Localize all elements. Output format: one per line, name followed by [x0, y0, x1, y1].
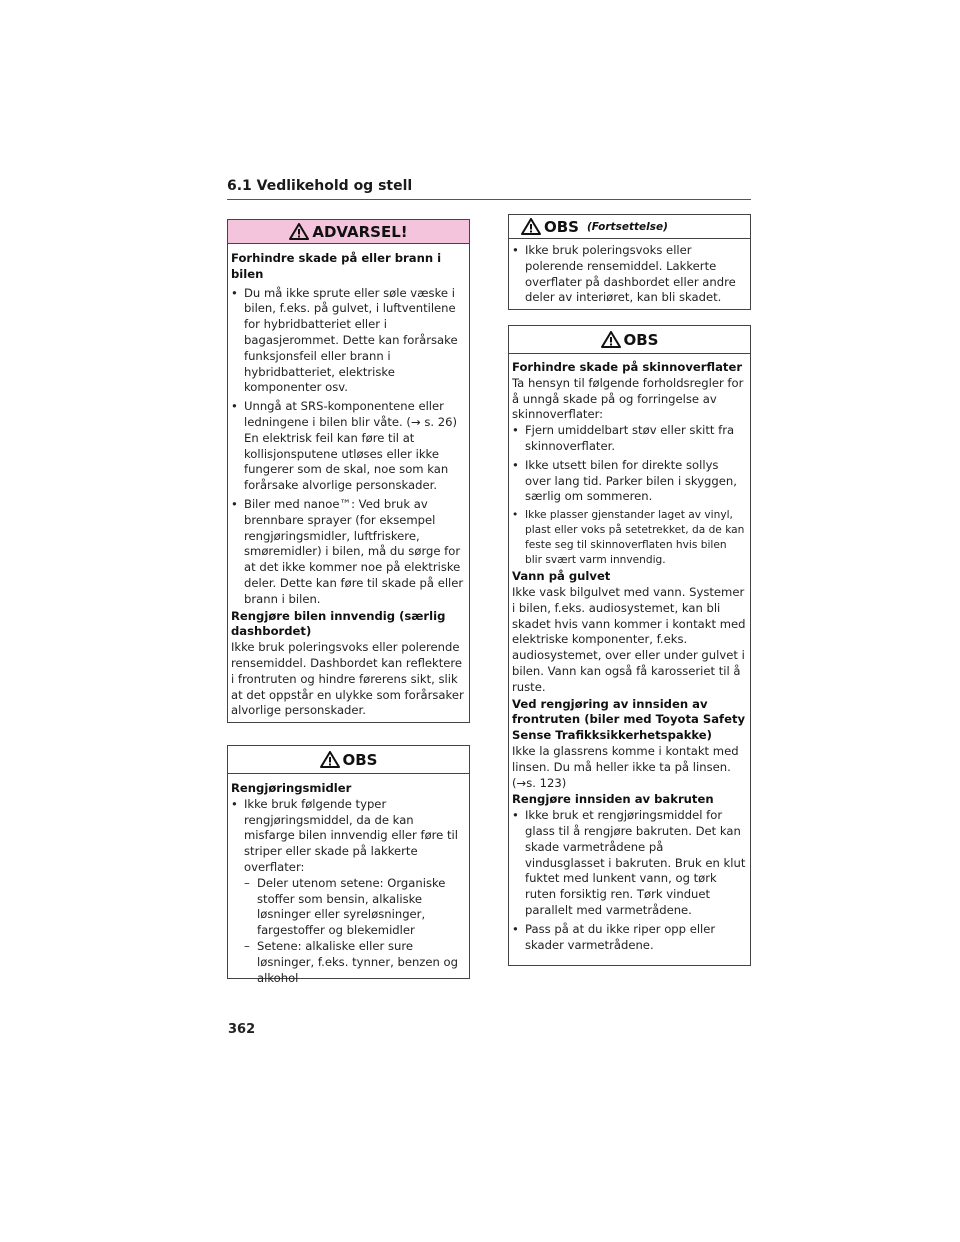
- bullet-glyph: •: [512, 509, 519, 522]
- obs-paragraph-2: Ikke vask bilgulvet med vann. Systemer i bilen, f.eks. audiosystemet, kan bli skadet hvis vann kommer i kontakt med elektriske komponenter, f.eks. audiosystemet, over eller under gulvet i bilen. Vann kan også få karosseriet til å ruste.: [512, 584, 746, 694]
- warning-icon: [289, 223, 309, 240]
- dash-glyph: –: [244, 938, 250, 953]
- warning-content: [228, 244, 469, 725]
- obs-heading-4: Rengjøre innsiden av bakruten: [512, 792, 714, 807]
- obs-content: [509, 354, 750, 959]
- obs-paragraph-1: Ta hensyn til følgende forholdsregler for å unngå skade på og forringelse av skinnoverflater:: [512, 375, 744, 422]
- list-item: [231, 497, 465, 608]
- obs-label: OBS: [342, 750, 378, 769]
- list-item-text: Fjern umiddelbart støv eller skitt fra skinnoverflater.: [525, 423, 735, 453]
- bullet-glyph: •: [231, 796, 238, 811]
- obs-heading-2: Vann på gulvet: [512, 569, 611, 584]
- section-rule: [227, 199, 751, 200]
- list-item: [512, 458, 746, 505]
- list-item-text: Unngå at SRS-komponentene eller ledningene i bilen blir våte. (→ s. 26) En elektrisk feil kan føre til at kollisjonsputene utløses eller ikke fungerer som de skal, noe som kan forårsake alvorlige personskader.: [244, 399, 458, 493]
- bullet-glyph: •: [512, 921, 519, 936]
- list-item-text: Ikke plasser gjenstander laget av vinyl, plast eller voks på setetrekket, da de kan feste seg til skinnoverflaten hvis bilen blir svært varm innvendig.: [525, 509, 745, 567]
- obs-continued-header: [509, 215, 750, 239]
- obs-box-left: [227, 745, 470, 985]
- obs-continued-label: OBS: [544, 217, 579, 236]
- list-item: [512, 922, 746, 954]
- warning-header: [228, 220, 469, 244]
- list-item-text: Biler med nanoe™: Ved bruk av brennbare sprayer (for eksempel rengjøringsmidler, luftfriskere, smøremidler) i bilen, må du sørge for at det ikke kommer noe på elektriske deler. Dette kan føre til skade på eller brann i bilen.: [244, 496, 464, 606]
- dash-item: [231, 939, 465, 986]
- warning-box: [227, 219, 470, 723]
- list-item-text: Ikke bruk et rengjøringsmiddel for glass til å rengjøre bakruten. Det kan skade varmetrådene på vindusglasset i bakruten. Bruk en klut fuktet med lunkent vann, og tørk ruten forsiktig ren. Tørk vinduet parallelt med varmetrådene.: [525, 808, 746, 917]
- caution-icon: [320, 751, 340, 768]
- obs-header: [228, 746, 469, 774]
- obs-continued-sublabel: (Fortsettelse): [587, 220, 668, 233]
- list-item-text: Ikke bruk følgende typer rengjøringsmiddel, da de kan misfarge bilen innvendig eller føre til striper eller skade på lakkerte overflater:: [244, 796, 458, 874]
- section-title: 6.1 Vedlikehold og stell: [227, 178, 413, 194]
- obs-continued-box: [508, 214, 751, 310]
- caution-icon: [521, 218, 541, 235]
- bullet-glyph: •: [512, 457, 519, 472]
- dash-item: [231, 876, 465, 939]
- obs-header: [509, 326, 750, 354]
- dash-item-text: Deler utenom setene: Organiske stoffer som bensin, alkaliske løsninger eller syreløsninger, fargestoffer og blekemidler: [257, 875, 446, 938]
- obs-box-right: [508, 325, 751, 966]
- warning-heading-1: Forhindre skade på eller brann i bilen: [231, 251, 442, 281]
- list-item: [512, 423, 746, 455]
- list-item-text: Ikke bruk poleringsvoks eller polerende rensemiddel. Lakkerte overflater på dashbordet eller andre deler av interiøret, kan bli skadet.: [525, 243, 736, 305]
- warning-paragraph: Ikke bruk poleringsvoks eller polerende rensemiddel. Dashbordet kan reflektere i frontruten og hindre førerens sikt, slik at det oppstår en ulykke som forårsaker alvorlige personskader.: [231, 640, 464, 718]
- list-item: [231, 399, 465, 494]
- obs-heading: Rengjøringsmidler: [231, 781, 352, 795]
- dash-glyph: –: [244, 875, 250, 890]
- list-item-text: Pass på at du ikke riper opp eller skader varmetrådene.: [525, 921, 716, 952]
- obs-continued-content: [509, 239, 750, 312]
- bullet-glyph: •: [512, 243, 519, 257]
- list-item: [512, 508, 746, 568]
- list-item: [512, 808, 746, 919]
- dash-item-text: Setene: alkaliske eller sure løsninger, f.eks. tynner, benzen og alkohol: [257, 938, 458, 985]
- list-item-text: Ikke utsett bilen for direkte sollys over lang tid. Parker bilen i skyggen, særlig om sommeren.: [525, 457, 737, 504]
- bullet-glyph: •: [231, 496, 238, 511]
- bullet-glyph: •: [512, 808, 519, 823]
- caution-icon: [601, 331, 621, 348]
- obs-heading-1: Forhindre skade på skinnoverflater: [512, 360, 743, 374]
- obs-content: [228, 774, 469, 992]
- bullet-glyph: •: [231, 285, 238, 300]
- bullet-glyph: •: [512, 423, 519, 438]
- obs-label: OBS: [623, 330, 659, 349]
- list-item-text: Du må ikke sprute eller søle væske i bilen, f.eks. på gulvet, i luftventilene for hybridbatteriet eller i bagasjerommet. Dette kan forårsake funksjonsfeil eller brann i hybridbatteriet, elektriske komponenter osv.: [244, 285, 458, 395]
- list-item: [512, 243, 746, 306]
- warning-label: ADVARSEL!: [312, 222, 408, 241]
- obs-heading-3: Ved rengjøring av innsiden av frontruten (biler med Toyota Safety Sense Trafikksikkerhetspakke): [512, 696, 746, 743]
- obs-paragraph-3: Ikke la glassrens komme i kontakt med linsen. Du må heller ikke ta på linsen. (→s. 123): [512, 743, 739, 790]
- bullet-glyph: •: [231, 399, 238, 414]
- list-item: [231, 286, 465, 397]
- page-number: 362: [228, 1022, 256, 1037]
- warning-heading-2: Rengjøre bilen innvendig (særlig dashbordet): [231, 608, 446, 639]
- list-item: [231, 797, 465, 876]
